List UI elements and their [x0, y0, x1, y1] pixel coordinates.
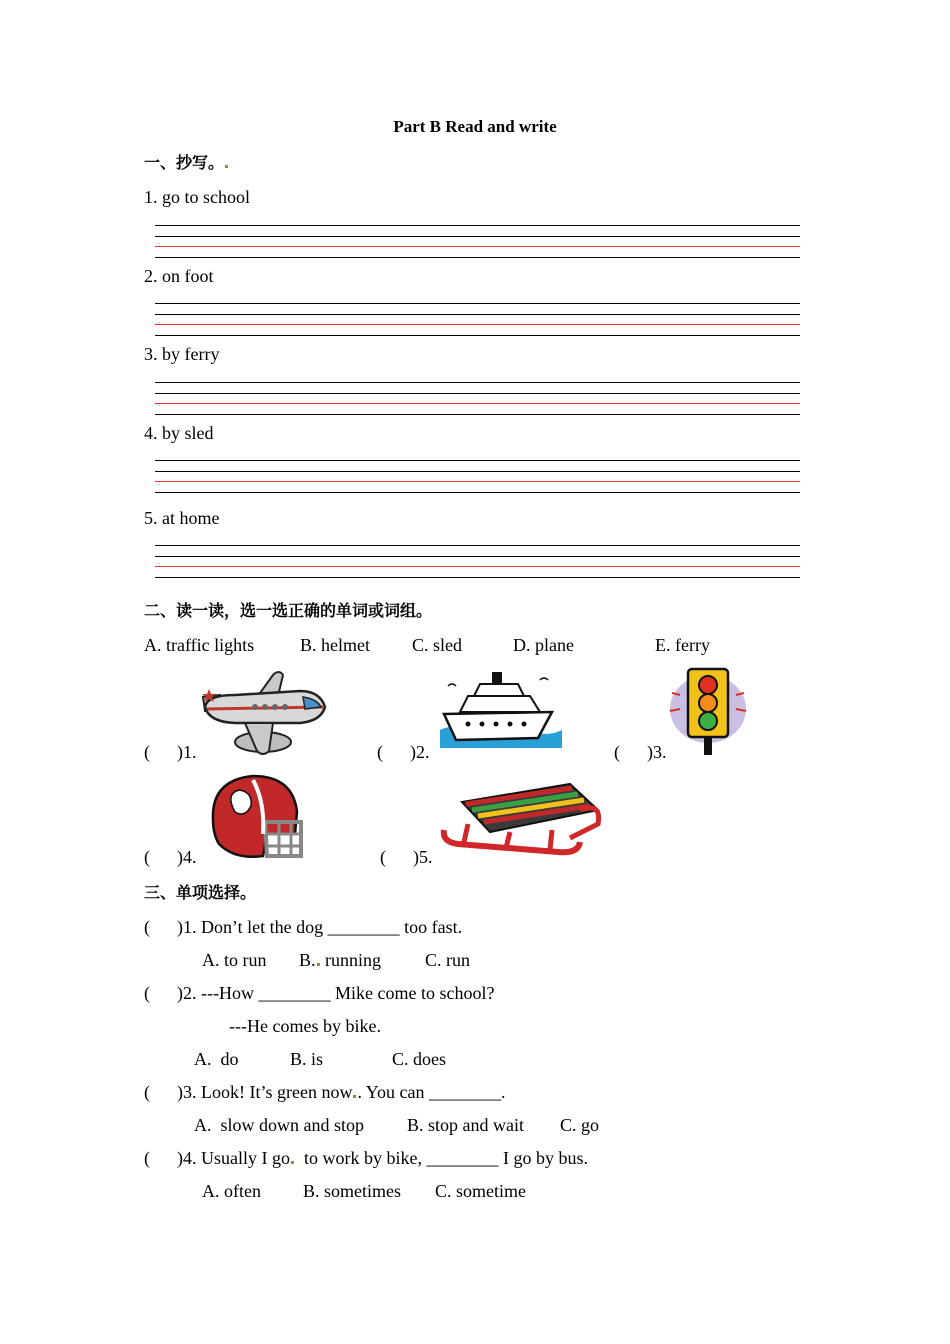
q2-option-a[interactable]: A. do	[194, 1049, 239, 1069]
question-1: ( )1. Don’t let the dog ________ too fast.	[144, 917, 463, 937]
decorative-dot	[317, 963, 320, 966]
writing-lines-4[interactable]	[155, 460, 800, 494]
q3-option-c[interactable]: C. go	[560, 1115, 600, 1135]
decorative-dot	[291, 1161, 294, 1164]
question-3: ( )3. Look! It’s green now . You can ________.	[144, 1082, 506, 1102]
q3-option-a[interactable]: A. slow down and stop	[194, 1115, 365, 1135]
copy-item-4: 4. by sled	[144, 423, 214, 443]
section2-heading: 二、读一读，选一选正确的单词或词组。	[144, 601, 433, 620]
section3-heading: 三、单项选择。	[144, 883, 257, 902]
sled-picture	[440, 780, 605, 865]
plane-picture	[195, 667, 330, 755]
option-a: A. traffic lights	[144, 635, 255, 655]
writing-lines-5[interactable]	[155, 545, 800, 579]
answer-blank-5[interactable]: ( )5.	[380, 847, 433, 867]
copy-item-5: 5. at home	[144, 508, 220, 528]
q1-option-b[interactable]: B. running	[299, 950, 382, 970]
traffic-lights-picture	[668, 665, 748, 757]
q4-option-c[interactable]: C. sometime	[435, 1181, 526, 1201]
answer-blank-2[interactable]: ( )2.	[377, 742, 430, 762]
question-4: ( )4. Usually I go to work by bike, ________ I go by bus.	[144, 1148, 588, 1168]
copy-item-1: 1. go to school	[144, 187, 250, 207]
answer-blank-4[interactable]: ( )4.	[144, 847, 197, 867]
q2-answer-line: ---He comes by bike.	[229, 1016, 381, 1036]
q2-option-c[interactable]: C. does	[392, 1049, 446, 1069]
q3-option-b[interactable]: B. stop and wait	[407, 1115, 524, 1135]
question-2: ( )2. ---How ________ Mike come to school?	[144, 983, 495, 1003]
q4-option-b[interactable]: B. sometimes	[303, 1181, 401, 1201]
answer-blank-3[interactable]: ( )3.	[614, 742, 667, 762]
q4-option-a[interactable]: A. often	[202, 1181, 261, 1201]
option-b: B. helmet	[300, 635, 370, 655]
copy-item-2: 2. on foot	[144, 266, 214, 286]
q2-option-b[interactable]: B. is	[290, 1049, 324, 1069]
writing-lines-1[interactable]	[155, 225, 800, 259]
ferry-picture	[440, 668, 565, 753]
option-e: E. ferry	[655, 635, 710, 655]
q1-option-a[interactable]: A. to run	[202, 950, 267, 970]
writing-lines-2[interactable]	[155, 303, 800, 337]
writing-lines-3[interactable]	[155, 382, 800, 416]
answer-blank-1[interactable]: ( )1.	[144, 742, 197, 762]
copy-item-3: 3. by ferry	[144, 344, 220, 364]
section1-heading: 一、抄写。	[144, 150, 229, 173]
option-c: C. sled	[412, 635, 463, 655]
page-title: Part B Read and write	[393, 117, 557, 136]
option-d: D. plane	[513, 635, 574, 655]
helmet-picture	[205, 772, 305, 862]
q1-option-c[interactable]: C. run	[425, 950, 470, 970]
decorative-dot	[225, 165, 228, 168]
